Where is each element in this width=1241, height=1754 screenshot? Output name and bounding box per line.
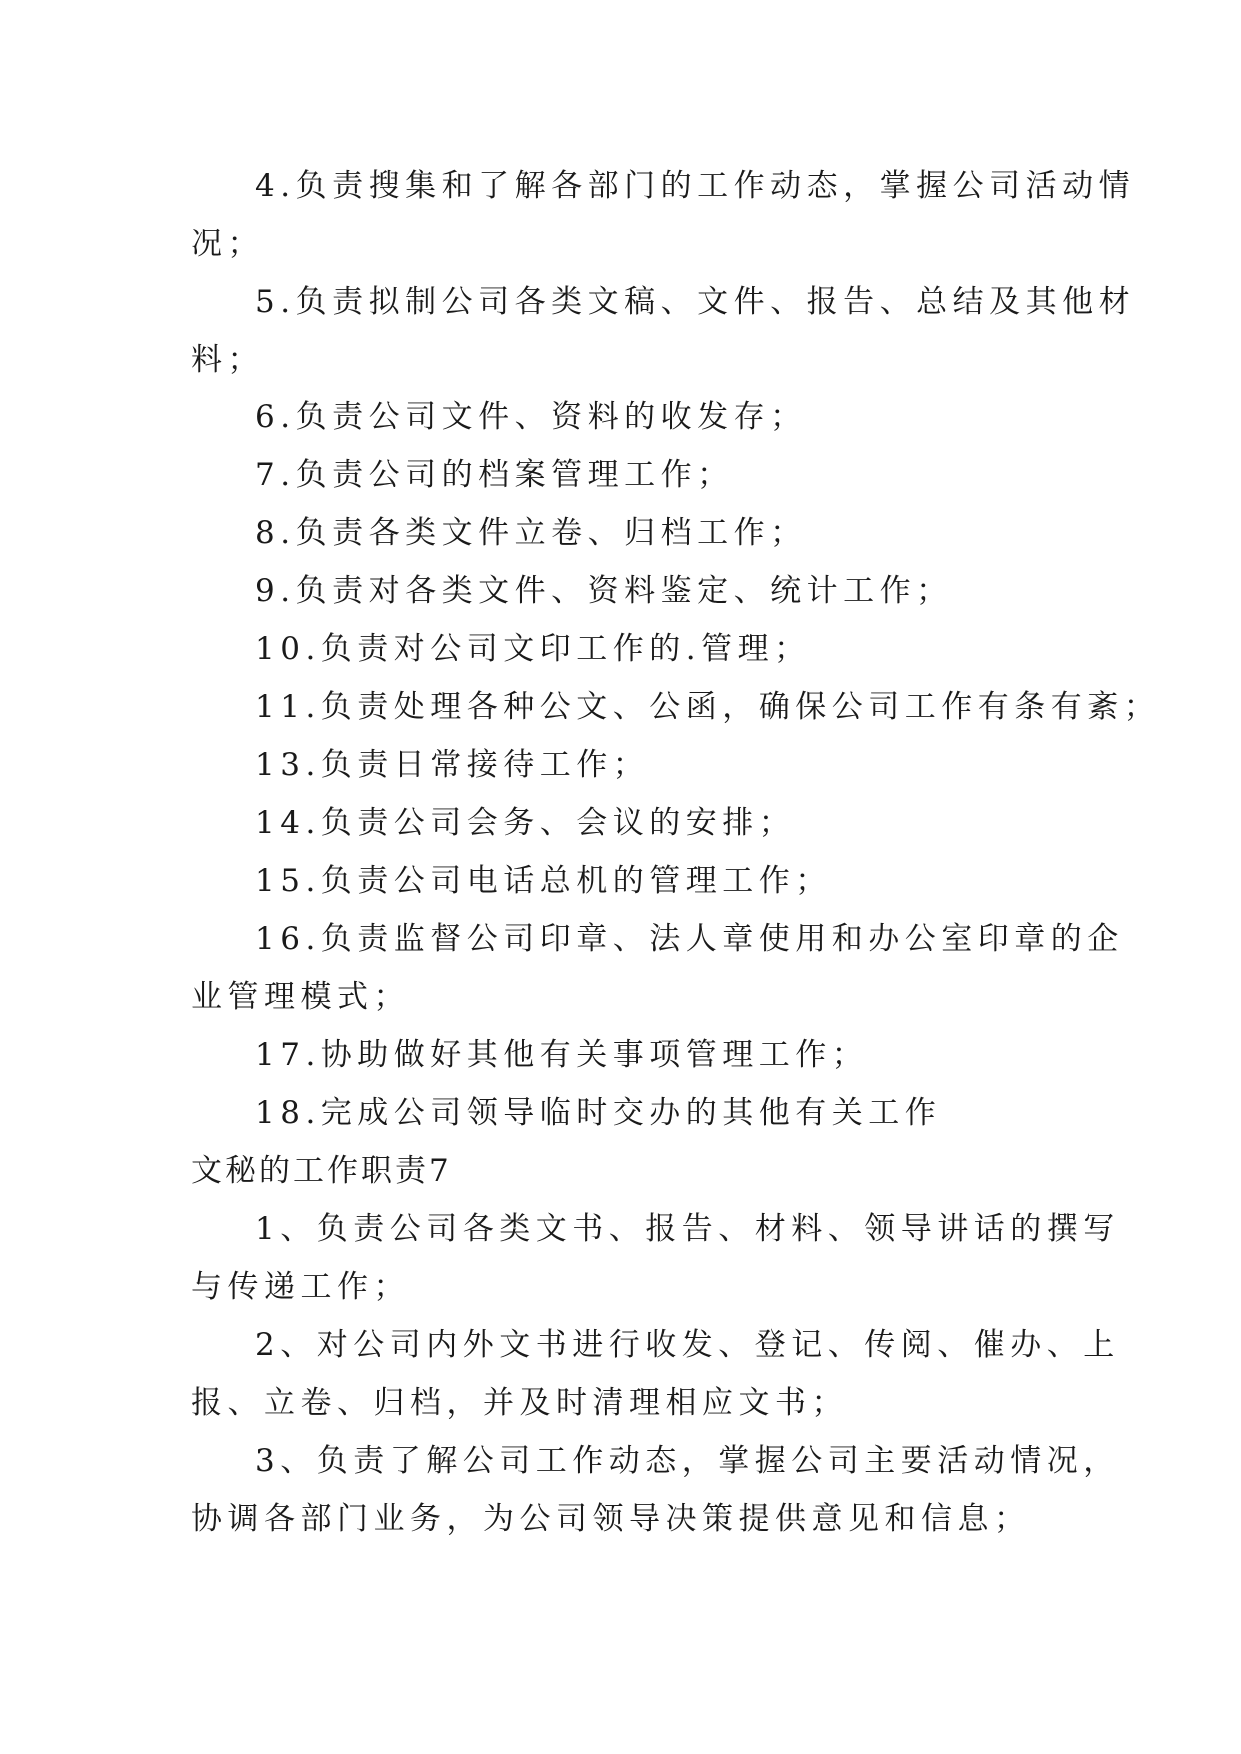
text-line: 报、立卷、归档，并及时清理相应文书； — [191, 1385, 848, 1421]
text-line: 3、负责了解公司工作动态，掌握公司主要活动情况， — [255, 1443, 1120, 1479]
text-line: 协调各部门业务，为公司领导决策提供意见和信息； — [191, 1501, 1031, 1537]
text-line: 13.负责日常接待工作； — [255, 747, 650, 783]
text-line: 17.协助做好其他有关事项管理工作； — [255, 1037, 869, 1073]
text-line: 2、对公司内外文书进行收发、登记、传阅、催办、上 — [255, 1327, 1120, 1363]
text-line: 料； — [191, 342, 264, 378]
text-line: 6.负责公司文件、资料的收发存； — [255, 399, 807, 435]
text-line: 15.负责公司电话总机的管理工作； — [255, 863, 832, 899]
text-line: 16.负责监督公司印章、法人章使用和办公室印章的企 — [255, 921, 1124, 957]
text-line: 5.负责拟制公司各类文稿、文件、报告、总结及其他材 — [255, 284, 1136, 320]
text-line: 与传递工作； — [191, 1269, 410, 1305]
text-line: 业管理模式； — [191, 979, 410, 1015]
text-line: 1、负责公司各类文书、报告、材料、领导讲话的撰写 — [255, 1211, 1120, 1247]
text-line: 11.负责处理各种公文、公函，确保公司工作有条有紊； — [255, 689, 1161, 725]
text-line: 7.负责公司的档案管理工作； — [255, 457, 734, 493]
text-line: 14.负责公司会务、会议的安排； — [255, 805, 796, 841]
section-heading: 文秘的工作职责7 — [191, 1153, 452, 1189]
text-line: 9.负责对各类文件、资料鉴定、统计工作； — [255, 573, 953, 609]
text-line: 10.负责对公司文印工作的.管理； — [255, 631, 811, 667]
text-line: 8.负责各类文件立卷、归档工作； — [255, 515, 807, 551]
text-line: 18.完成公司领导临时交办的其他有关工作 — [255, 1095, 942, 1131]
text-line: 况； — [191, 226, 264, 262]
text-line: 4.负责搜集和了解各部门的工作动态，掌握公司活动情 — [255, 168, 1136, 204]
